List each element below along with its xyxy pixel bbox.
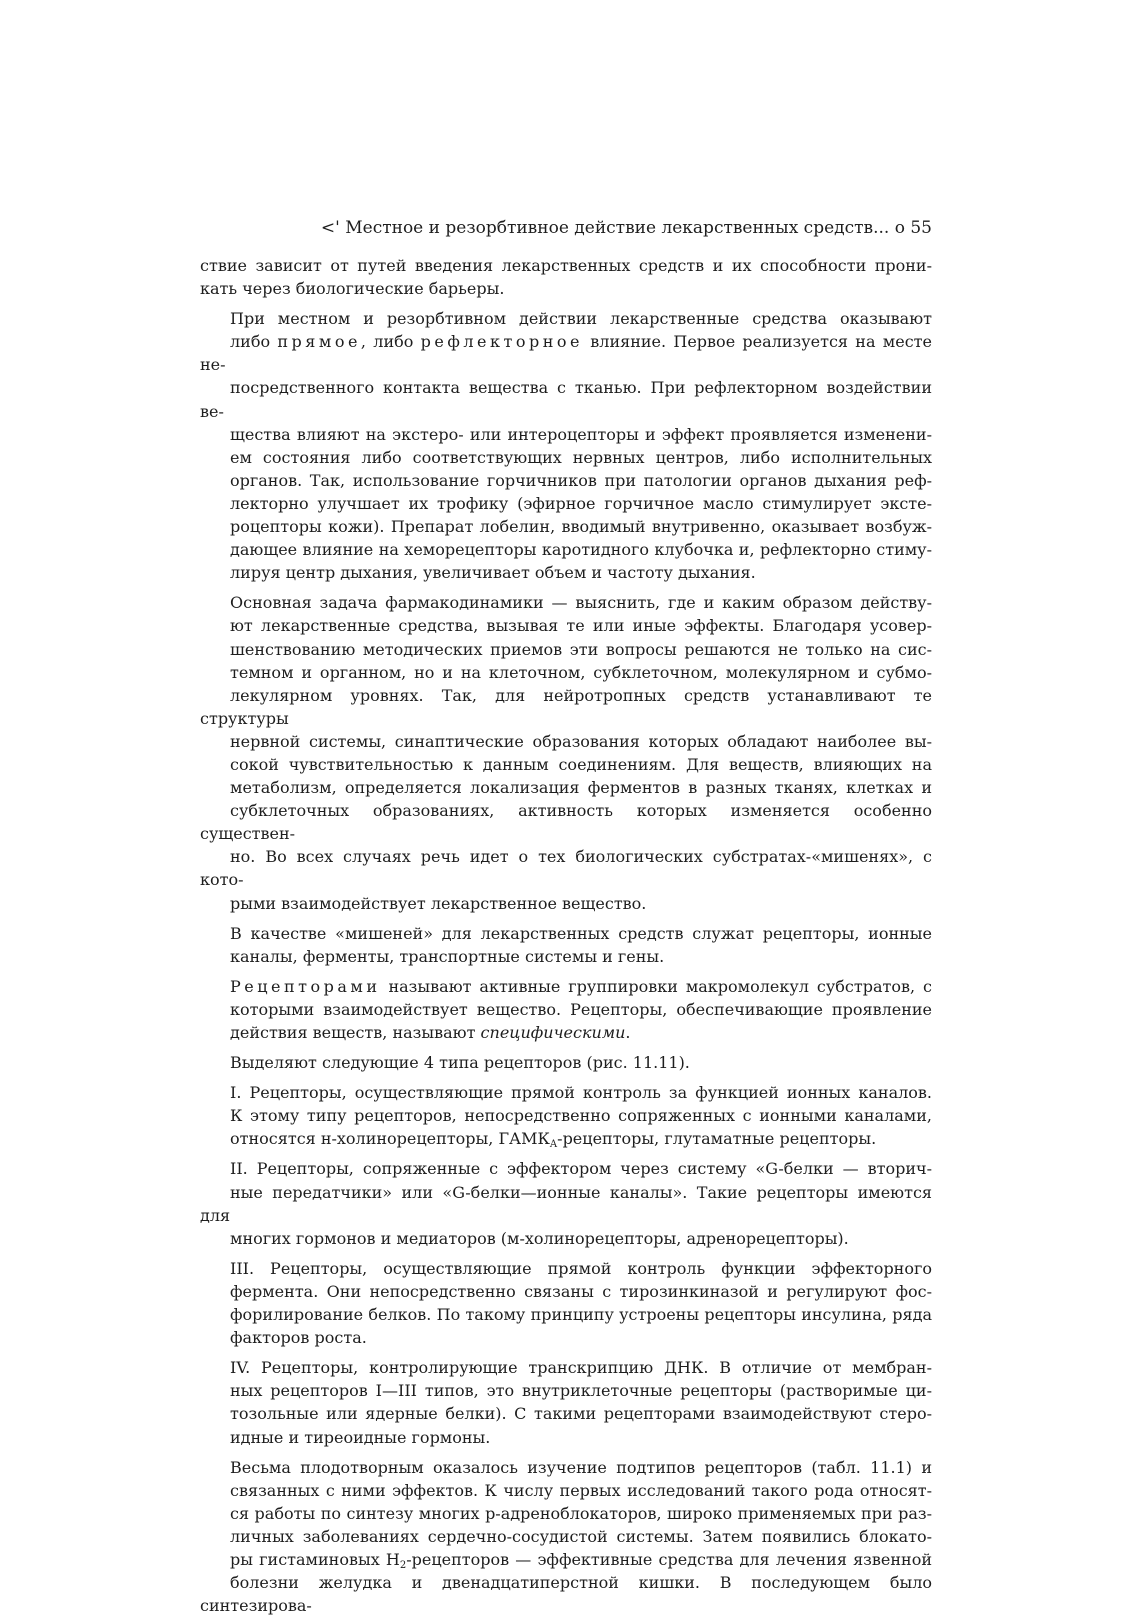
page-body [200,254,932,1624]
text-line: рыми взаимодействует лекарственное вещество. [230,893,647,913]
text-line: кать через биологические барьеры. [200,279,505,299]
text-line: относятся н-холинорецепторы, $ГАМК_A$-рецепторы, глутаматные рецепторы. [230,1129,877,1151]
text-line: ных рецепторов I—III типов, это внутриклеточные рецепторы (растворимые ци- [230,1381,932,1401]
paragraph-receptor-type-4 [200,1356,932,1448]
text-line: каналы, ферменты, транспортные системы и гены. [230,946,665,966]
text-line: темном и органном, но и на клеточном, субклеточном, молекулярном и субмо- [230,662,932,682]
text-line: Рецепторами называют активные группировки макромолекул субстратов, с [230,976,932,996]
paragraph-receptor-type-2 [200,1157,932,1249]
text-line: Основная задача фармакодинамики — выяснить, где и каким образом действу- [230,593,932,613]
text-line: ные передатчики» или «G-белки—ионные каналы». Такие рецепторы имеются для [200,1182,932,1225]
paragraph-receptor-type-1 [200,1081,932,1150]
spaced-term-reflex: рефлекторное [420,332,584,352]
text-line: либо прямое, либо рефлекторное влияние. Первое реализуется на месте не- [200,332,932,375]
text-line: I. Рецепторы, осуществляющие прямой контроль за функцией ионных каналов. [230,1083,932,1103]
text-line: лируя центр дыхания, увеличивает объем и частоту дыхания. [230,563,756,583]
spaced-term-direct: прямое [277,332,361,352]
text-line: ем состояния либо соответствующих нервных центров, либо исполнительных [230,447,932,467]
paragraph-receptor-types-intro [200,1051,932,1074]
paragraph-receptor-subtypes [200,1456,932,1618]
text-line: фермента. Они непосредственно связаны с тирозинкиназой и регулируют фос- [230,1281,932,1301]
paragraph-targets [200,922,932,968]
text-line: дающее влияние на хеморецепторы каротидного клубочка и, рефлекторно стиму- [230,540,932,560]
text-line: Выделяют следующие 4 типа рецепторов (рис. 11.11). [230,1053,690,1073]
text-line: действия веществ, называют специфическими. [230,1023,631,1042]
text-line: лекулярном уровнях. Так, для нейротропных средств устанавливают те структуры [200,685,932,728]
text-line: лекторно улучшает их трофику (эфирное горчичное масло стимулирует эксте- [230,493,932,513]
text-line: субклеточных образованиях, активность которых изменяется особенно существен- [200,801,932,844]
text-line: При местном и резорбтивном действии лекарственные средства оказывают [230,309,932,329]
text-line: посредственного контакта вещества с тканью. При рефлекторном воздействии ве- [200,378,932,421]
paragraph-receptor-type-3 [200,1257,932,1349]
text-line: форилирование белков. По такому принципу устроены рецепторы инсулина, ряда [230,1305,932,1325]
text-line: II. Рецепторы, сопряженные с эффектором через систему «G-белки — вторич- [230,1159,932,1179]
text-line: роцепторы кожи). Препарат лобелин, вводимый внутривенно, оказывает возбуж- [230,517,932,537]
running-header: <' Местное и резорбтивное действие лекарственных средств... о 55 [320,218,932,238]
text-line: органов. Так, использование горчичников при патологии органов дыхания реф- [230,470,932,490]
paragraph-local-resorptive [200,307,932,584]
text-line: которыми взаимодействует вещество. Рецепторы, обеспечивающие проявление [230,999,932,1019]
text-line: щества влияют на экстеро- или интероцепторы и эффект проявляется изменени- [230,424,932,444]
paragraph-pharmacodynamics [200,591,932,914]
subscript: 2 [399,1559,407,1571]
subscript: A [549,1139,558,1151]
text-line: ствие зависит от путей введения лекарственных средств и их способности прони- [200,256,932,275]
text-line: В качестве «мишеней» для лекарственных средств служат рецепторы, ионные [230,923,932,943]
text-line: ся работы по синтезу многих р-адреноблокаторов, широко применяемых при раз- [230,1503,932,1523]
text-line: нервной системы, синаптические образования которых обладают наиболее вы- [230,731,932,751]
text-line: болезни желудка и двенадцатиперстной кишки. В последующем было синтезирова- [200,1573,932,1616]
text-line: связанных с ними эффектов. К числу первых исследований такого рода относят- [230,1480,932,1500]
text-line: К этому типу рецепторов, непосредственно сопряженных с ионными каналами, [230,1106,932,1126]
text-line: IV. Рецепторы, контролирующие транскрипцию ДНК. В отличие от мембран- [230,1358,932,1378]
text-line: ют лекарственные средства, вызывая те или иные эффекты. Благодаря усовер- [230,616,932,636]
text-line: идные и тиреоидные гормоны. [230,1427,491,1447]
text-line: личных заболеваниях сердечно-сосудистой системы. Затем появились блокато- [230,1526,932,1546]
spaced-term-receptors: Рецепторами [230,976,381,996]
text-line: тозольные или ядерные белки). С такими рецепторами взаимодействуют стеро- [230,1404,932,1424]
text-line: факторов роста. [230,1328,367,1348]
text-line: ры гистаминовых $Н_2$-рецепторов — эффективные средства для лечения язвенной [230,1549,933,1571]
text-line: Весьма плодотворным оказалось изучение подтипов рецепторов (табл. 11.1) и [230,1457,932,1477]
paragraph-continuation [200,254,932,300]
text-line: III. Рецепторы, осуществляющие прямой контроль функции эффекторного [230,1258,932,1278]
text-line: многих гормонов и медиаторов (м-холинорецепторы, адренорецепторы). [230,1228,849,1248]
italic-term-specific: специфическими [480,1023,626,1042]
paragraph-receptors-definition [200,975,932,1044]
text-line: сокой чувствительностью к данным соединениям. Для веществ, влияющих на [230,754,932,774]
text-line: но. Во всех случаях речь идет о тех биологических субстратах-«мишенях», с кото- [200,847,932,890]
text-line: метаболизм, определяется локализация ферментов в разных тканях, клетках и [230,778,932,798]
text-line: шенствованию методических приемов эти вопросы решаются не только на сис- [230,639,932,659]
